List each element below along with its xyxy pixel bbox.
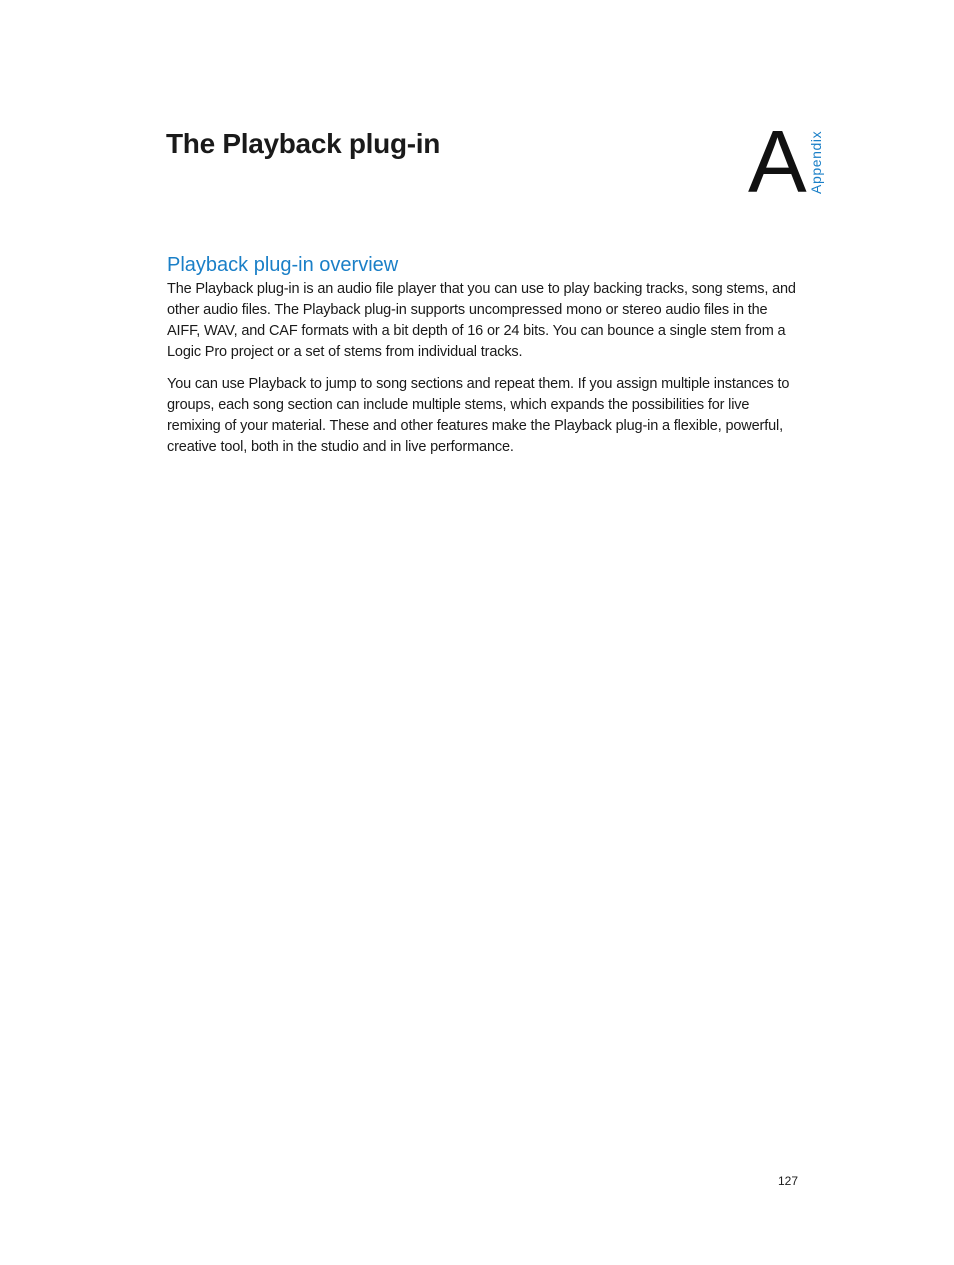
body-paragraph: The Playback plug-in is an audio file player that you can use to play backing tracks, song stems, and other audio files. The Playback plug-in supports uncompressed mono or stereo audio files in the AIFF, WAV, and CAF formats with a bit depth of 16 or 24 bits. You can bounce a single stem from a Logic Pro project or a set of stems from individual tracks. — [167, 281, 796, 360]
chapter-title: The Playback plug-in — [166, 128, 441, 159]
appendix-letter: A — [748, 112, 805, 211]
body-paragraph: You can use Playback to jump to song sections and repeat them. If you assign multiple instances to groups, each song section can include multiple stems, which expands the possibilities for live remixing of your material. These and other features make the Playback plug-in a flexible, powerful, creative tool, both in the studio and in live performance. — [167, 376, 790, 455]
appendix-label: Appendix — [808, 130, 824, 194]
page-number: 127 — [778, 1174, 799, 1188]
section-heading: Playback plug-in overview — [167, 254, 399, 276]
